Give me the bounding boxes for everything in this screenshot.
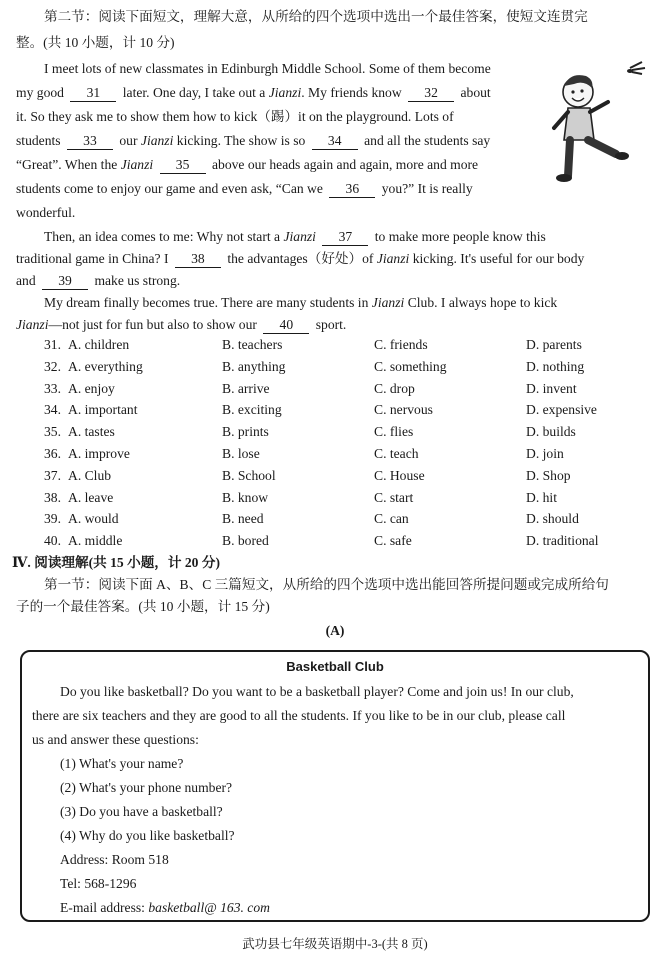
option-b[interactable]: B. lose [222, 446, 260, 461]
passage-text: to make more people know this [374, 229, 546, 244]
option-c[interactable]: C. nervous [374, 402, 433, 418]
option-row [44, 378, 644, 400]
option-d[interactable]: D. expensive [526, 402, 597, 418]
blank-39[interactable]: 39 [42, 272, 88, 290]
passage-p3-line-1 [44, 292, 557, 314]
option-b[interactable]: B. bored [222, 533, 269, 549]
passage-line-2 [16, 82, 491, 104]
passage-line-6 [16, 178, 473, 200]
passage-text: my good [16, 85, 64, 100]
question-number: 32. [44, 358, 61, 374]
passage-p2-line-1 [44, 226, 546, 248]
option-b[interactable]: B. prints [222, 424, 269, 440]
passage-text: . My friends know [301, 85, 402, 100]
option-row [44, 530, 644, 552]
section4-heading-text: Ⅳ. 阅读理解(共 15 小题，计 20 分) [12, 555, 220, 570]
option-a[interactable]: A. Club [68, 467, 112, 483]
option-c[interactable]: C. start [374, 489, 414, 505]
option-b[interactable]: B. need [222, 511, 264, 527]
notice-question-4: (4) Why do you like basketball? [60, 828, 235, 843]
question-number: 31. [44, 337, 61, 352]
option-row [44, 334, 644, 356]
passage-a-label: (A) [325, 623, 345, 638]
option-row [44, 443, 644, 465]
notice-para-line-3: us and answer these questions: [32, 732, 199, 747]
option-c[interactable]: C. flies [374, 424, 414, 440]
option-b[interactable]: B. arrive [222, 380, 270, 396]
jianzi-word: Jianzi [268, 85, 302, 100]
passage-text: make us strong. [94, 273, 181, 288]
jianzi-word: Jianzi [376, 251, 410, 266]
passage-line-5 [16, 154, 478, 176]
passage-line-7 [16, 202, 75, 224]
option-d[interactable]: D. parents [526, 337, 582, 352]
option-a[interactable]: A. children [68, 337, 130, 352]
question-number: 37. [44, 467, 61, 483]
passage-line-3 [16, 106, 454, 128]
option-row [44, 399, 644, 421]
passage-text: “Great”. When the [16, 157, 118, 172]
section4-intro-text: 子的一个最佳答案。(共 10 小题，计 15 分) [16, 599, 270, 614]
section4-intro-line-1 [44, 574, 609, 596]
option-row [44, 508, 644, 530]
question-number: 34. [44, 402, 61, 418]
passage-text: it. So they ask me to show them how to kick（踢）it on the playground. Lots of [16, 109, 454, 124]
question-number: 38. [44, 489, 61, 505]
section4-intro-text: 第一节：阅读下面 A、B、C 三篇短文，从所给的四个选项中选出能回答所提问题或完成所给句 [44, 577, 609, 592]
passage-text: students [16, 133, 61, 148]
passage-text: you?” It is really [381, 181, 473, 196]
option-row [44, 487, 644, 509]
jianzi-word: Jianzi [140, 133, 174, 148]
notice-address: Address: Room 518 [60, 852, 169, 867]
option-c[interactable]: C. can [374, 511, 409, 527]
passage-text: I meet lots of new classmates in Edinburgh Middle School. Some of them become [44, 61, 491, 76]
section4-intro-line-2 [16, 596, 270, 618]
option-a[interactable]: A. leave [68, 489, 114, 505]
option-b[interactable]: B. exciting [222, 402, 282, 418]
jianzi-word: Jianzi [283, 229, 316, 244]
notice-email-label: E-mail address: [60, 900, 145, 915]
option-c[interactable]: C. drop [374, 380, 415, 396]
question-number: 35. [44, 424, 61, 440]
option-c[interactable]: C. friends [374, 337, 428, 352]
notice-title: Basketball Club [286, 659, 384, 674]
passage-text: above our heads again and again, more and more [211, 157, 479, 172]
question-number: 36. [44, 446, 61, 461]
option-row [44, 465, 644, 487]
notice-email-row [60, 896, 270, 920]
option-a[interactable]: A. tastes [68, 424, 115, 440]
passage-text: kicking. The show is so [176, 133, 306, 148]
basketball-club-notice [20, 650, 650, 922]
option-d[interactable]: D. nothing [526, 358, 585, 374]
blank-38[interactable]: 38 [175, 250, 221, 268]
boy-kicking-jianzi-illustration [550, 58, 662, 186]
option-b[interactable]: B. School [222, 467, 276, 483]
blank-40[interactable]: 40 [263, 316, 309, 334]
option-b[interactable]: B. anything [222, 358, 286, 374]
option-c[interactable]: C. teach [374, 446, 419, 461]
passage-p3-line-2 [16, 314, 346, 336]
passage-text: wonderful. [16, 205, 76, 220]
passage-p2-line-3 [16, 270, 180, 292]
section2-instructions [16, 6, 656, 28]
passage-text: My dream finally becomes true. There are many students in [44, 295, 369, 310]
option-b[interactable]: B. know [222, 489, 269, 505]
blank-35[interactable]: 35 [160, 156, 206, 174]
notice-para-line-2: there are six teachers and they are good to all the students. If you like to be in our club, please call [32, 708, 566, 723]
option-a[interactable]: A. improve [68, 446, 130, 461]
question-number: 33. [44, 380, 61, 396]
option-a[interactable]: A. everything [68, 358, 143, 374]
notice-email[interactable]: basketball@ 163. com [148, 900, 270, 915]
passage-text: traditional game in China? I [16, 251, 169, 266]
passage-text: about [460, 85, 491, 100]
blank-37[interactable]: 37 [322, 228, 368, 246]
option-d[interactable]: D. traditional [526, 533, 599, 549]
passage-text: students come to enjoy our game and even ask, “Can we [16, 181, 323, 196]
option-c[interactable]: C. safe [374, 533, 412, 549]
passage-text: our [119, 133, 138, 148]
passage-text: Club. I always hope to kick [407, 295, 558, 310]
option-d[interactable]: D. hit [526, 489, 557, 505]
option-a[interactable]: A. important [68, 402, 138, 418]
notice-question-2: (2) What's your phone number? [60, 780, 233, 795]
notice-tel: Tel: 568-1296 [60, 876, 137, 891]
blank-32[interactable]: 32 [408, 84, 454, 102]
option-b[interactable]: B. teachers [222, 337, 283, 352]
notice-para-line-1: Do you like basketball? Do you want to be a basketball player? Come and join us! In our club, [60, 684, 574, 699]
jianzi-word: Jianzi [16, 317, 49, 332]
section2-title-line2: 整。(共 10 小题，计 10 分) [16, 35, 175, 50]
notice-question-1: (1) What's your name? [60, 756, 184, 771]
section2-title-line2-wrap [16, 32, 175, 54]
option-a[interactable]: A. would [68, 511, 119, 527]
notice-question-3: (3) Do you have a basketball? [60, 804, 223, 819]
option-d[interactable]: D. Shop [526, 467, 571, 483]
passage-line-1 [44, 58, 491, 80]
option-c[interactable]: C. House [374, 467, 425, 483]
blank-31[interactable]: 31 [70, 84, 116, 102]
section4-heading [12, 552, 220, 574]
jianzi-word: Jianzi [371, 295, 405, 310]
option-d[interactable]: D. invent [526, 380, 577, 396]
passage-text: later. One day, I take out a [122, 85, 266, 100]
section2-title-line1: 第二节：阅读下面短文，理解大意，从所给的四个选项中选出一个最佳答案，使短文连贯完 [44, 9, 588, 24]
passage-p2-line-2 [16, 248, 584, 270]
jianzi-word: Jianzi [120, 157, 154, 172]
option-d[interactable]: D. builds [526, 424, 576, 440]
option-row [44, 356, 644, 378]
passage-text: and [16, 273, 36, 288]
option-a[interactable]: A. middle [68, 533, 123, 549]
passage-text: Then, an idea comes to me: Why not start a [44, 229, 281, 244]
passage-line-4 [16, 130, 490, 152]
passage-text: kicking. It's useful for our body [412, 251, 585, 266]
question-number: 40. [44, 533, 61, 549]
option-c[interactable]: C. something [374, 358, 447, 374]
question-number: 39. [44, 511, 61, 527]
option-d[interactable]: D. should [526, 511, 579, 527]
blank-36[interactable]: 36 [329, 180, 375, 198]
passage-text: and all the students say [364, 133, 491, 148]
blank-33[interactable]: 33 [67, 132, 113, 150]
blank-34[interactable]: 34 [312, 132, 358, 150]
option-row [44, 421, 644, 443]
passage-text: —not just for fun but also to show our [48, 317, 257, 332]
page-footer: 武功县七年级英语期中-3-(共 8 页) [242, 937, 428, 951]
option-a[interactable]: A. enjoy [68, 380, 115, 396]
passage-text: sport. [315, 317, 347, 332]
option-d[interactable]: D. join [526, 446, 564, 461]
jianzi-icon [627, 62, 645, 74]
passage-text: the advantages（好处）of [227, 251, 374, 266]
